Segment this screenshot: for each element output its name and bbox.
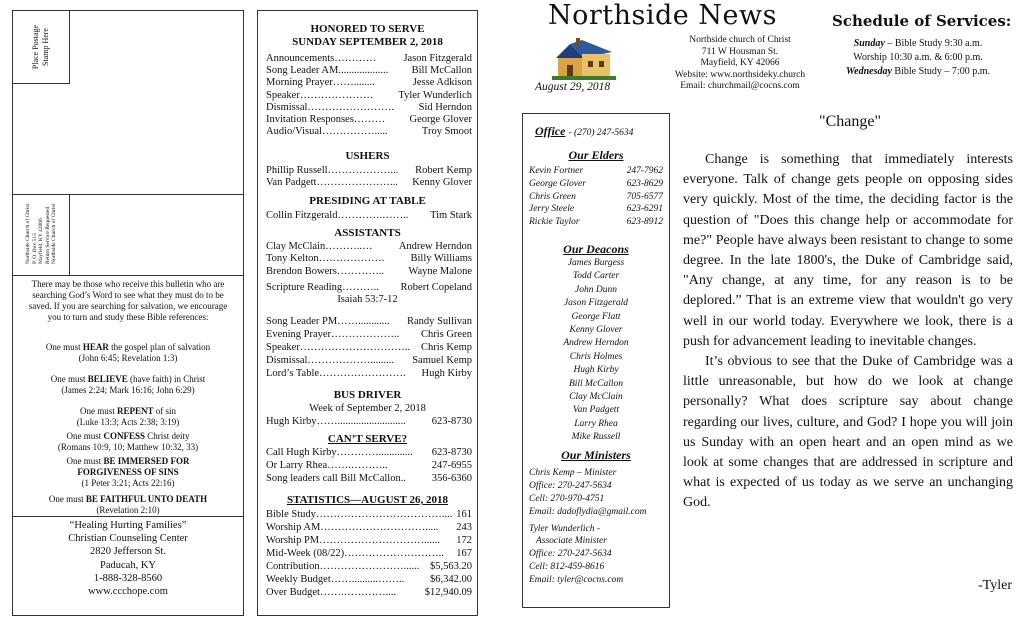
deacon-name: Jason Fitzgerald	[563, 298, 629, 309]
honored-title: HONORED TO SERVE	[310, 23, 425, 35]
step-hear: One must HEAR the gospel plan of salvation (John 6:45; Revelation 1:3)	[45, 342, 211, 363]
usher-row: Van Padgett…………………... Kenny Glover	[266, 177, 472, 188]
statistics-row: Mid-Week (08/22)……………………….. 167	[266, 548, 472, 559]
evening-role-row: Evening Prayer……………….. Chris Green	[266, 329, 472, 340]
article-paragraph: It’s obvious to see that the Duke of Cambridge was a little unreasonable, but how do we look at change personally? What does scripture say about change regarding our lives, culture, and God? I hope you will join us Sunday with an open heart and an open mind as we look at some changes that are addressed in scripture and what is expected of us today as we serve an unchanging God.	[683, 354, 1013, 511]
cant-serve-row: Or Larry Rhea…….……….. 247-6955	[266, 460, 472, 471]
salvation-intro: There may be those who receive this bulletin who are searching God’s Word to see what they must do to be saved. If you are searching for salvation, we encourage you to turn and study these Bible references:	[28, 279, 228, 322]
minister-line: Tyler Wunderlich -	[529, 524, 601, 534]
minister-line: Office: 270-247-5634	[529, 549, 612, 559]
article-paragraph: Change is something that immediately interests everyone. Talk of change gets people on opposing sides very quickly. Most of the time, the deciding factor is the question of "Does this change help or accommodate for me?" People have always been resistant to change to some degree. In the late 1800's, the Duke of Cambridge said, "Any change, at any time, for any reason is to be deplored.” That is an extreme view that wouldn't go very well in our world today. Everywhere we look, there is a push for advancement leading to inevitable changes.	[683, 152, 1013, 349]
step-immersed: One must BE IMMERSED FOR FORGIVENESS OF SINS (1 Peter 3:21; Acts 22:16)	[66, 456, 190, 488]
minister-line[interactable]: Email: dadoflydia@gmail.com	[529, 507, 647, 517]
evening-role-row: Lord’s Table……………………. Hugh Kirby	[266, 368, 472, 379]
issue-date: August 29, 2018	[535, 81, 611, 93]
article-signature: -Tyler	[977, 578, 1012, 593]
table-row: Collin Fitzgerald………….…….. Tim Stark	[266, 210, 472, 221]
schedule-title: Schedule of Services:	[832, 12, 1012, 30]
elder-row: George Glover 623-8629	[529, 178, 663, 189]
minister-line: Cell: 812-459-8616	[529, 562, 605, 572]
evening-role-row: Speaker………………………….. Chris Kemp	[266, 342, 472, 353]
minister-line: Chris Kemp – Minister	[529, 468, 617, 478]
deacon-name: Kenny Glover	[569, 325, 623, 335]
assistant-row: Scripture Reading……….. Robert Copeland	[266, 282, 472, 293]
service-role-row: Speaker………………… Tyler Wunderlich	[266, 89, 472, 101]
usher-row: Phillip Russell………………... Robert Kemp	[266, 165, 472, 176]
elder-row: Rickie Taylor 623-8912	[529, 217, 663, 228]
deacons-title: Our Deacons	[563, 242, 629, 256]
deacon-name: Chris Holmes	[569, 351, 623, 362]
statistics-title: STATISTICS—AUGUST 26, 2018	[286, 494, 449, 506]
evening-role-row: Dismissal………………......... Samuel Kemp	[266, 355, 472, 366]
evening-role-row: Song Leader PM……............ Randy Sullivan	[266, 316, 472, 327]
assistants-title: ASSISTANTS	[334, 227, 401, 239]
office-line: Office - (270) 247-5634	[535, 124, 634, 138]
service-role-row: Song Leader AM................... Bill McCallon	[266, 65, 472, 77]
honored-date: SUNDAY SEPTEMBER 2, 2018	[292, 36, 443, 48]
deacon-name: Todd Carter	[572, 271, 620, 282]
minister-line[interactable]: Email: tyler@cocns.com	[529, 575, 624, 585]
schedule-worship: Worship 10:30 a.m. & 6:00 p.m.	[853, 52, 983, 63]
deacon-name: Bill McCallon	[568, 378, 624, 389]
return-address-box	[13, 194, 70, 275]
statistics-row: Contribution……………………...... $5,563.20	[266, 561, 472, 572]
newsletter-title: Northside News	[548, 0, 777, 31]
elder-row: Kevin Fortner 247-7962	[529, 166, 663, 176]
step-faithful: One must BE FAITHFUL UNTO DEATH (Revelation 2:10)	[48, 494, 208, 515]
ushers-title: USHERS	[345, 150, 390, 162]
assistant-row: Clay McClain………..… Andrew Herndon	[266, 241, 472, 252]
statistics-row: Worship PM…………………………...... 172	[266, 535, 472, 546]
mailer-panel	[12, 10, 244, 616]
article-body	[683, 150, 1013, 514]
directory-panel	[522, 113, 670, 608]
bus-week: Week of September 2, 2018	[309, 403, 426, 414]
minister-line: Associate Minister	[529, 536, 607, 546]
statistics-row: Over Budget…….………….... $12,940.09	[266, 587, 472, 598]
stamp-text: Place Postage Stamp Here	[31, 24, 50, 70]
deacon-name: Clay McClain	[569, 392, 623, 402]
service-role-row: Morning Prayer……........ Jesse Adkison	[266, 77, 472, 89]
honored-panel	[257, 10, 478, 616]
deacon-name: John Dunn	[575, 284, 617, 295]
step-believe: One must BELIEVE (have faith) in Christ (James 2:24; Mark 16:16; John 6:29)	[50, 374, 206, 395]
service-role-row: Dismissal……………………. Sid Herndon	[266, 101, 472, 113]
table-title: PRESIDING AT TABLE	[309, 195, 426, 207]
cant-serve-row: Song leaders call Bill McCallon.. 356-6360	[266, 473, 472, 484]
church-address: Northside church of Christ 711 W Housman St. Mayfield, KY 42066 Website: www.northsideky.church Email: churchmail@cocns.com	[674, 35, 806, 91]
step-repent: One must REPENT of sin (Luke 13:3; Acts 2:38; 3:19)	[76, 406, 180, 427]
deacon-name: Van Padgett	[572, 405, 620, 416]
minister-line: Cell: 270-970-4751	[529, 494, 605, 504]
service-role-row: Announcements………… Jason Fitzgerald	[266, 53, 472, 64]
divider	[13, 275, 243, 276]
article-title: "Change"	[819, 113, 881, 130]
assistant-row: Brendon Bowers………….. Wayne Malone	[266, 266, 472, 277]
deacon-name: Larry Rhea	[574, 418, 618, 429]
counseling-center: “Healing Hurting Families” Christian Counseling Center 2820 Jefferson St. Paducah, KY 1-888-328-8560 www.ccchope.com	[68, 520, 188, 598]
statistics-row: Bible Study……………………………….... 161	[266, 509, 472, 520]
deacon-name: Mike Russell	[571, 432, 621, 443]
service-role-row: Invitation Responses……… George Glover	[266, 114, 472, 125]
service-role-row: Audio/Visual……………..... Troy Smoot	[266, 126, 472, 138]
cant-serve-title: CAN’T SERVE?	[327, 433, 408, 445]
schedule-wednesday: Wednesday Bible Study – 7:00 p.m.	[846, 66, 990, 77]
statistics-row: Worship AM…………………………..... 243	[266, 522, 472, 533]
step-confess: One must CONFESS Christ deity (Romans 10:9, 10; Matthew 10:32, 33)	[57, 431, 199, 452]
bus-row: Hugh Kirby…….......................... 623-8730	[266, 416, 472, 427]
bus-title: BUS DRIVER	[333, 389, 402, 401]
elders-title: Our Elders	[568, 148, 624, 162]
assistant-row: Tony Kelton………………. Billy Williams	[266, 253, 472, 264]
deacon-name: Hugh Kirby	[573, 365, 619, 376]
deacon-name: George Flatt	[571, 311, 621, 322]
postage-stamp-box	[13, 11, 70, 84]
statistics-row: Weekly Budget……..........…….. $6,342.00	[266, 574, 472, 585]
minister-line: Office: 270-247-5634	[529, 481, 612, 491]
schedule-sunday: Sunday – Bible Study 9:30 a.m.	[853, 38, 983, 49]
divider	[13, 516, 243, 517]
return-address: Northside Church of Christ P. O. Box 513 Mayfield, KY 42066 Return Service Requested Northside Church of Christ	[24, 203, 57, 265]
deacon-name: James Burgess	[567, 258, 625, 268]
cant-serve-row: Call Hugh Kirby…………............. 623-8730	[266, 447, 472, 458]
elder-row: Jerry Steele 623-6291	[529, 204, 663, 215]
deacon-name: Andrew Herndon	[563, 338, 629, 349]
ministers-title: Our Ministers	[561, 448, 631, 462]
scripture-reference: Isaiah 53:7-12	[337, 294, 398, 305]
church-icon	[552, 38, 616, 80]
elder-row: Chris Green 705-6577	[529, 191, 663, 202]
